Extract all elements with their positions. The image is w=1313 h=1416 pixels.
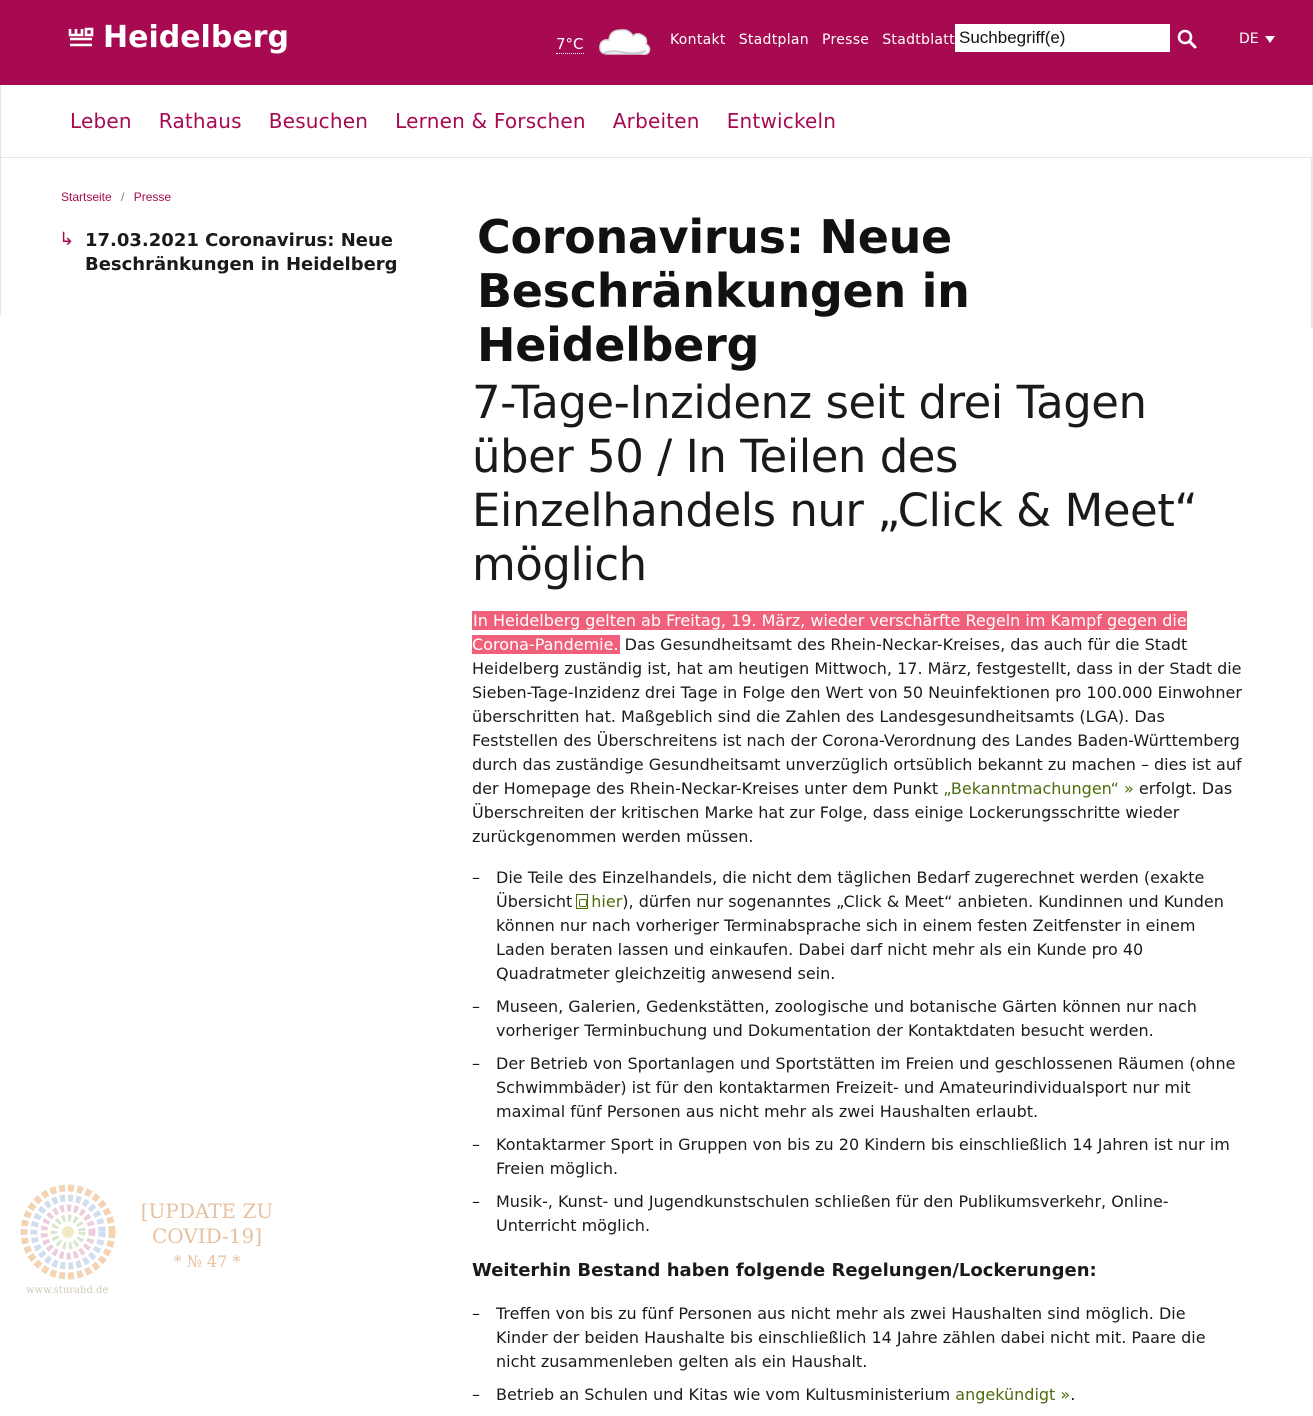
breadcrumb-home[interactable]: Startseite (61, 190, 112, 204)
meta-link-presse[interactable]: Presse (821, 32, 870, 48)
breadcrumb (61, 190, 171, 204)
sidebar-item-current-article[interactable] (59, 229, 415, 277)
lead-text-2: erfolgt. Das Überschreiten der kritischen Marke hat zur Folge, dass einige Lockerungsschritte wieder zurückgenommen werden müssen. (472, 779, 1233, 846)
page-subtitle: 7-Tage-Inzidenz seit drei Tagen über 50 / In Teilen des Einzelhandels nur „Click & Meet“ möglich (472, 376, 1198, 591)
page-title: Coronavirus: Neue Beschränkungen in Heidelberg (477, 210, 970, 372)
nav-item-lernen-forschen[interactable]: Lernen & Forschen (395, 109, 586, 133)
search-input[interactable] (955, 24, 1170, 52)
watermark-text (132, 1199, 282, 1274)
list-item-text: . (1070, 1385, 1076, 1404)
logo-link[interactable] (68, 20, 289, 55)
search-button[interactable] (1176, 28, 1198, 50)
meta-link-stadtplan[interactable]: Stadtplan (738, 32, 809, 48)
lead-text-1: Das Gesundheitsamt des Rhein-Neckar-Kreises, das auch für die Stadt Heidelberg zuständig ist, hat am heutigen Mittwoch, 17. März, festgestellt, dass in der Stadt die Sieben-Tage-Inzidenz drei Tage in Folge den Wert von 50 Neuinfektionen pro 100.000 Einwohner überschritten hat. Maßgeblich sind die Zahlen des Landesgesundheitsamts (LGA). Das Feststellen des Überschreitens ist nach der Corona-Verordnung des Landes Baden-Württemberg durch das zuständige Gesundheitsamt unverzüglich ortsüblich bekannt zu machen – dies ist auf der Homepage des Rhein-Neckar-Kreises unter dem Punkt (472, 635, 1242, 798)
breadcrumb-presse[interactable]: Presse (133, 190, 172, 204)
logo-text: Heidelberg (103, 20, 289, 55)
language-selector[interactable] (1239, 31, 1275, 47)
main-navigation (0, 85, 1313, 158)
arrow-return-icon: ↳ (59, 229, 75, 250)
overview-pdf-link[interactable]: hier (591, 892, 623, 911)
language-label: DE (1239, 31, 1259, 47)
lead-highlight: In Heidelberg gelten ab Freitag, 19. März, wieder verschärfte Regeln im Kampf gegen die Corona-Pandemie. (472, 611, 1187, 654)
list-item (472, 1383, 1242, 1407)
kultusministerium-link[interactable]: angekündigt » (955, 1385, 1071, 1404)
list-item: – Museen, Galerien, Gedenkstätten, zoologische und botanische Gärten können nur nach vorheriger Terminbuchung und Dokumentation der Kontaktdaten besucht werden. (472, 995, 1242, 1043)
nav-item-leben[interactable]: Leben (70, 109, 132, 133)
list-item-text: ), dürfen nur sogenanntes „Click & Meet“ anbieten. Kundinnen und Kunden können nur nach vorheriger Terminabsprache sich in einem festen Zeitfenster in einem Laden beraten lassen und einkaufen. Dabei darf nicht mehr als ein Kunde pro 40 Quadratmeter gleichzeitig anwesend sein. (496, 892, 1224, 983)
watermark-line-3: * № 47 * (173, 1252, 241, 1271)
section-heading: Weiterhin Bestand haben folgende Regelungen/Lockerungen: (472, 1260, 1097, 1281)
list-item: – Treffen von bis zu fünf Personen aus nicht mehr als zwei Haushalten sind möglich. Die Kinder der beiden Haushalte bis einschließlich 14 Jahre zählen dabei nicht mit. Paare die nicht zusammenleben gelten als ein Haushalt. (472, 1302, 1242, 1374)
list-item-text: Betrieb an Schulen und Kitas wie vom Kultusministerium (496, 1385, 956, 1404)
seal-icon (18, 1182, 118, 1282)
meta-link-stadtblatt[interactable]: Stadtblatt (882, 32, 955, 48)
list-item (472, 866, 1242, 986)
nav-item-rathaus[interactable]: Rathaus (158, 109, 242, 133)
bekanntmachungen-link[interactable]: „Bekanntmachungen“ » (943, 779, 1134, 798)
watermark-line-1: [UPDATE ZU (140, 1199, 274, 1223)
weather-widget[interactable] (556, 22, 652, 60)
cloud-icon (596, 22, 652, 60)
list-item: – Der Betrieb von Sportanlagen und Sportstätten im Freien und geschlossenen Räumen (ohne Schwimmbäder) ist für den kontaktarmen Freizeit- und Amateurindividualsport nur mit maximal fünf Personen aus nicht mehr als zwei Haushalten erlaubt. (472, 1052, 1242, 1124)
top-bar (0, 0, 1313, 85)
left-border (0, 158, 1, 316)
nav-item-besuchen[interactable]: Besuchen (268, 109, 369, 133)
watermark-url: www.sturahd.de (26, 1285, 109, 1296)
list-item: – Musik-, Kunst- und Jugendkunstschulen schließen für den Publikumsverkehr, Online-Unterricht möglich. (472, 1190, 1242, 1238)
nav-item-arbeiten[interactable]: Arbeiten (612, 109, 700, 133)
meta-link-kontakt[interactable]: Kontakt (670, 32, 726, 48)
nav-item-entwickeln[interactable]: Entwickeln (726, 109, 837, 133)
pdf-icon (576, 894, 588, 909)
watermark-line-2: COVID-19] (151, 1224, 263, 1248)
temperature: 7°C (556, 34, 584, 53)
list-item: – Kontaktarmer Sport in Gruppen von bis zu 20 Kindern bis einschließlich 14 Jahren ist nur im Freien möglich. (472, 1133, 1242, 1181)
heidelberg-logo-icon (68, 25, 94, 51)
sidebar-item-label: 17.03.2021 Coronavirus: Neue Beschränkungen in Heidelberg (85, 230, 398, 275)
continuing-rules-list (472, 1302, 1242, 1407)
list-item-text: Die Teile des Einzelhandels, die nicht dem täglichen Bedarf zugerechnet werden (exakte Übersicht (496, 868, 1205, 911)
breadcrumb-separator: / (121, 190, 125, 204)
caret-down-icon (1265, 36, 1275, 43)
article (472, 210, 1242, 1416)
lead-paragraph (472, 609, 1242, 849)
meta-navigation (670, 32, 968, 48)
search-icon (1176, 28, 1198, 50)
watermark (18, 1182, 278, 1302)
new-rules-list (472, 866, 1242, 1238)
